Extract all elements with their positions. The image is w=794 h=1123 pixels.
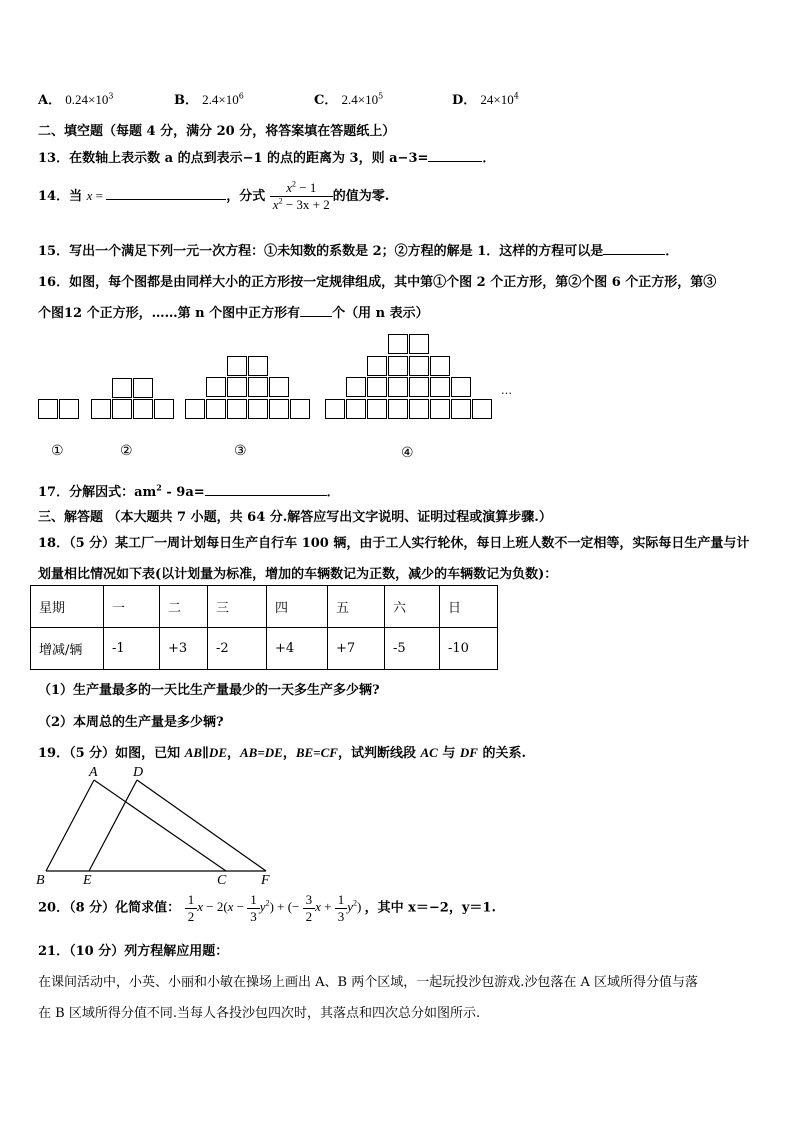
- q17-exp: 2: [156, 482, 162, 493]
- option-value: 2.4×10: [341, 92, 379, 107]
- point-label-f: F: [261, 873, 270, 888]
- table-cell: -10: [440, 628, 498, 670]
- q18-line2: 划量相比情况如下表(以计划量为标准，增加的车辆数记为正数，减少的车辆数记为负数)：: [38, 567, 558, 582]
- table-cell: -2: [208, 628, 267, 670]
- figure-label-4: ④: [401, 445, 414, 461]
- q19-ac: AC: [420, 745, 438, 760]
- table-cell: 星期: [31, 586, 104, 628]
- figure-label-2: ②: [120, 443, 133, 459]
- q18-sub1: （1）生产量最多的一天比生产量最少的一天多生产多少辆?: [38, 683, 380, 698]
- q18-line1: 18．（5 分）某工厂一周计划每日生产自行车 100 辆，由于工人实行轮休，每日上班人数不一定相等，实际每日生产量与计: [38, 536, 750, 551]
- fraction-denominator: $x^2 - 3x + 2$: [272, 196, 330, 212]
- q20-prefix: 20．（8 分）化简求值：: [38, 900, 181, 916]
- q17-rest: - 9a=: [161, 485, 205, 500]
- q19-df: DF: [459, 745, 478, 760]
- point-label-a: A: [89, 765, 98, 780]
- q15-end: ．: [665, 244, 679, 259]
- q15-text: 15．写出一个满足下列一元一次方程：①未知数的系数是 2；②方程的解是 1．这样的方程可以是: [38, 244, 604, 259]
- table-cell: 增减/辆: [31, 628, 104, 670]
- q21-line1: 在课间活动中，小英、小丽和小敏在操场上画出 A、B 两个区域，一起玩投沙包游戏.沙包落在 A 区域所得分值与落: [38, 975, 698, 990]
- table-cell: +7: [328, 628, 385, 670]
- q17-end: ．: [326, 485, 340, 500]
- table-cell: 日: [440, 586, 498, 628]
- fraction-numerator: $x^2 - 1$: [270, 180, 333, 197]
- q19-cond3: BE=CF: [295, 745, 338, 760]
- q13-end: ．: [482, 151, 496, 166]
- point-label-e: E: [83, 873, 92, 888]
- table-cell: 一: [104, 586, 160, 628]
- q14-eq: =: [92, 188, 107, 203]
- figure-label-1: ①: [51, 443, 64, 459]
- option-letter: A．: [38, 93, 62, 108]
- option-exp: 3: [108, 91, 114, 101]
- table-cell: 五: [328, 586, 385, 628]
- option-exp: 5: [378, 91, 384, 101]
- section2-header: 二、填空题（每题 4 分，满分 20 分，将答案填在答题纸上）: [38, 124, 396, 139]
- table-cell: 六: [385, 586, 440, 628]
- q19-prefix: 19．（5 分）如图，已知: [38, 746, 185, 761]
- q13-text: 13．在数轴上表示数 a 的点到表示−1 的点的距离为 3，则 a−3=: [38, 151, 429, 166]
- option-letter: D．: [452, 93, 477, 108]
- q14-mid: ，分式: [226, 189, 266, 204]
- q18-sub2: （2）本周总的生产量是多少辆?: [38, 715, 224, 730]
- segment-ac: [94, 780, 226, 871]
- q17-text: 17．分解因式：am: [38, 485, 157, 500]
- q14-suffix: 的值为零.: [332, 189, 390, 204]
- table-cell: 三: [208, 586, 267, 628]
- figure-label-3: ③: [234, 443, 247, 459]
- table-cell: -5: [385, 628, 440, 670]
- q16-line1: 16．如图，每个图都是由同样大小的正方形按一定规律组成，其中第①个图 2 个正方形，第②个图 6 个正方形，第③: [38, 275, 717, 290]
- q19-cond2: AB=DE: [240, 745, 283, 760]
- q20-suffix: ，其中 x＝−2，y＝1.: [364, 900, 496, 916]
- section3-header: 三、解答题 （本大题共 7 小题，共 64 分.解答应写出文字说明、证明过程或演算步骤.）: [38, 510, 552, 525]
- point-label-c: C: [217, 873, 227, 888]
- option-value: 24×10: [480, 92, 514, 107]
- q16-ellipsis: …: [501, 384, 512, 397]
- q19-cond1: AB∥DE: [184, 745, 227, 760]
- q21-line2: 在 B 区域所得分值不同.当每人各投沙包四次时，其落点和四次总分如图所示.: [38, 1006, 481, 1021]
- q14-prefix: 14．当: [38, 189, 87, 204]
- segment-df: [137, 780, 266, 871]
- q19: 19．（5 分）如图，已知 AB∥DE，AB=DE，BE=CF，试判断线段 AC 与 DF 的关系.: [38, 745, 526, 761]
- table-cell: 四: [267, 586, 328, 628]
- option-letter: C．: [314, 93, 338, 108]
- q20-expression: $\frac{1}{2}$ x − 2(x − $\frac{1}{3}$ $y^2$) + (− $\frac{3}{2}$ x + $\frac{1}{3}$ $y^2$): [185, 899, 365, 914]
- option-value: 2.4×10: [202, 92, 239, 107]
- table-cell: -1: [104, 628, 160, 670]
- option-value: 0.24×10: [65, 92, 109, 107]
- point-label-d: D: [133, 765, 144, 780]
- table-cell: +4: [267, 628, 328, 670]
- point-label-b: B: [36, 873, 45, 888]
- q14-var: x: [86, 188, 93, 203]
- table-cell: +3: [160, 628, 208, 670]
- option-exp: 6: [238, 91, 244, 101]
- q21-title: 21．（10 分）列方程解应用题：: [38, 944, 229, 959]
- q20: [38, 892, 496, 925]
- segment-ba: [46, 780, 94, 871]
- table-cell: 二: [160, 586, 208, 628]
- q16-line2-b: 个（用 n 表示）: [332, 306, 429, 321]
- q16-line2-a: 个图12 个正方形，……第 n 个图中正方形有: [38, 306, 301, 321]
- option-letter: B．: [174, 93, 198, 108]
- option-exp: 4: [513, 91, 519, 101]
